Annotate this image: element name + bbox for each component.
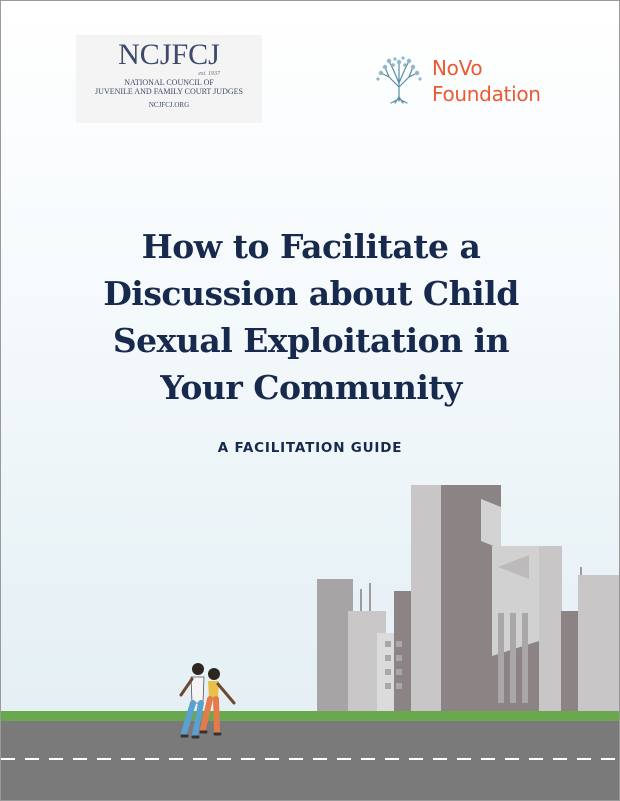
ncjfcj-name-line1: NATIONAL COUNCIL OF	[124, 78, 214, 87]
ncjfcj-logo	[76, 35, 262, 123]
ncjfcj-site: NCJFCJ.ORG	[148, 101, 190, 109]
ncjfcj-est: est. 1937	[198, 71, 220, 77]
ncjfcj-logo-mark: NCJFCJ	[118, 38, 220, 71]
window-strips	[498, 613, 528, 703]
grass-strip	[1, 711, 619, 721]
document-title	[41, 223, 581, 411]
city-street-illustration	[1, 471, 619, 800]
novo-foundation-logo	[373, 49, 553, 111]
tree-icon	[373, 53, 425, 105]
title-line: Discussion about Child	[103, 274, 519, 313]
novo-name-line2: Foundation	[432, 82, 541, 106]
road	[1, 721, 619, 800]
novo-name-line1: NoVo	[432, 56, 483, 80]
document-subtitle: A FACILITATION GUIDE	[217, 440, 403, 456]
novo-name	[432, 55, 541, 107]
title-line: Your Community	[160, 368, 462, 407]
title-line: Sexual Exploitation in	[112, 321, 510, 360]
title-line: How to Facilitate a	[141, 227, 481, 266]
ncjfcj-name-line2: JUVENILE AND FAMILY COURT JUDGES	[95, 87, 243, 96]
skyline-buildings	[317, 485, 619, 713]
